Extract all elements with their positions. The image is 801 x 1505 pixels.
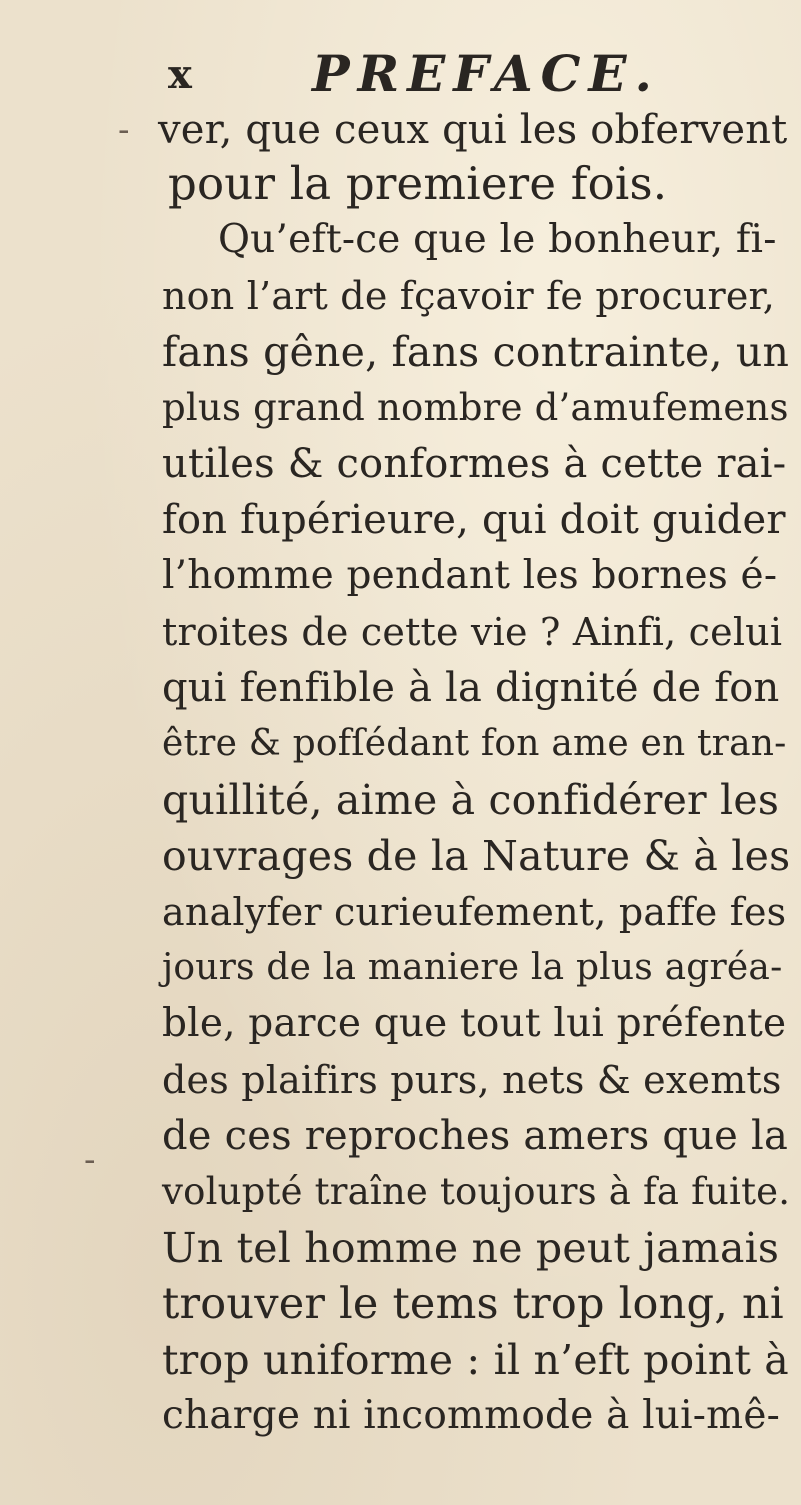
text-line: trouver le tems trop long, ni (162, 1279, 784, 1329)
text-line: jours de la maniere la plus agréa- (162, 947, 783, 988)
text-line: qui fenfible à la dignité de fon (162, 665, 780, 711)
text-line: volupté traîne toujours à fa fuite. (162, 1170, 791, 1213)
text-line: trop uniforme : il n’eft point à (162, 1336, 789, 1384)
margin-mark: - (84, 1140, 96, 1180)
text-line: analyfer curieufement, paffe fes (162, 890, 787, 934)
text-line: quillité, aime à confidérer les (162, 776, 780, 824)
text-line: non l’art de fçavoir fe procurer, (162, 274, 776, 318)
text-line: l’homme pendant les bornes é- (162, 553, 778, 598)
text-line: des plaifirs purs, nets & exemts (162, 1058, 782, 1102)
text-line: fon fupérieure, qui doit guider (162, 497, 786, 543)
text-line: ver, que ceux qui les obfervent (158, 107, 788, 153)
text-line: ble, parce que tout lui préfente (162, 1001, 787, 1046)
running-title: PREFACE. (312, 44, 660, 103)
text-line: utiles & conformes à cette rai- (162, 441, 787, 487)
text-line: troites de cette vie ? Ainfi, celui (162, 610, 783, 654)
page-header (0, 44, 801, 104)
text-line: ouvrages de la Nature & à les (162, 832, 791, 880)
text-line: plus grand nombre d’amufemens (162, 386, 789, 429)
text-line: charge ni incommode à lui-mê- (162, 1393, 781, 1438)
text-line: fans gêne, fans contrainte, un (162, 328, 790, 376)
page-number: x (168, 51, 192, 98)
text-line: pour la premiere fois. (168, 157, 668, 210)
text-line: être & pofſédant fon ame en tran- (162, 723, 787, 764)
text-line: Qu’eft-ce que le bonheur, fi- (218, 217, 777, 262)
margin-mark: - (118, 110, 130, 150)
text-line: Un tel homme ne peut jamais (162, 1224, 780, 1272)
text-line: de ces reproches amers que la (162, 1113, 788, 1159)
